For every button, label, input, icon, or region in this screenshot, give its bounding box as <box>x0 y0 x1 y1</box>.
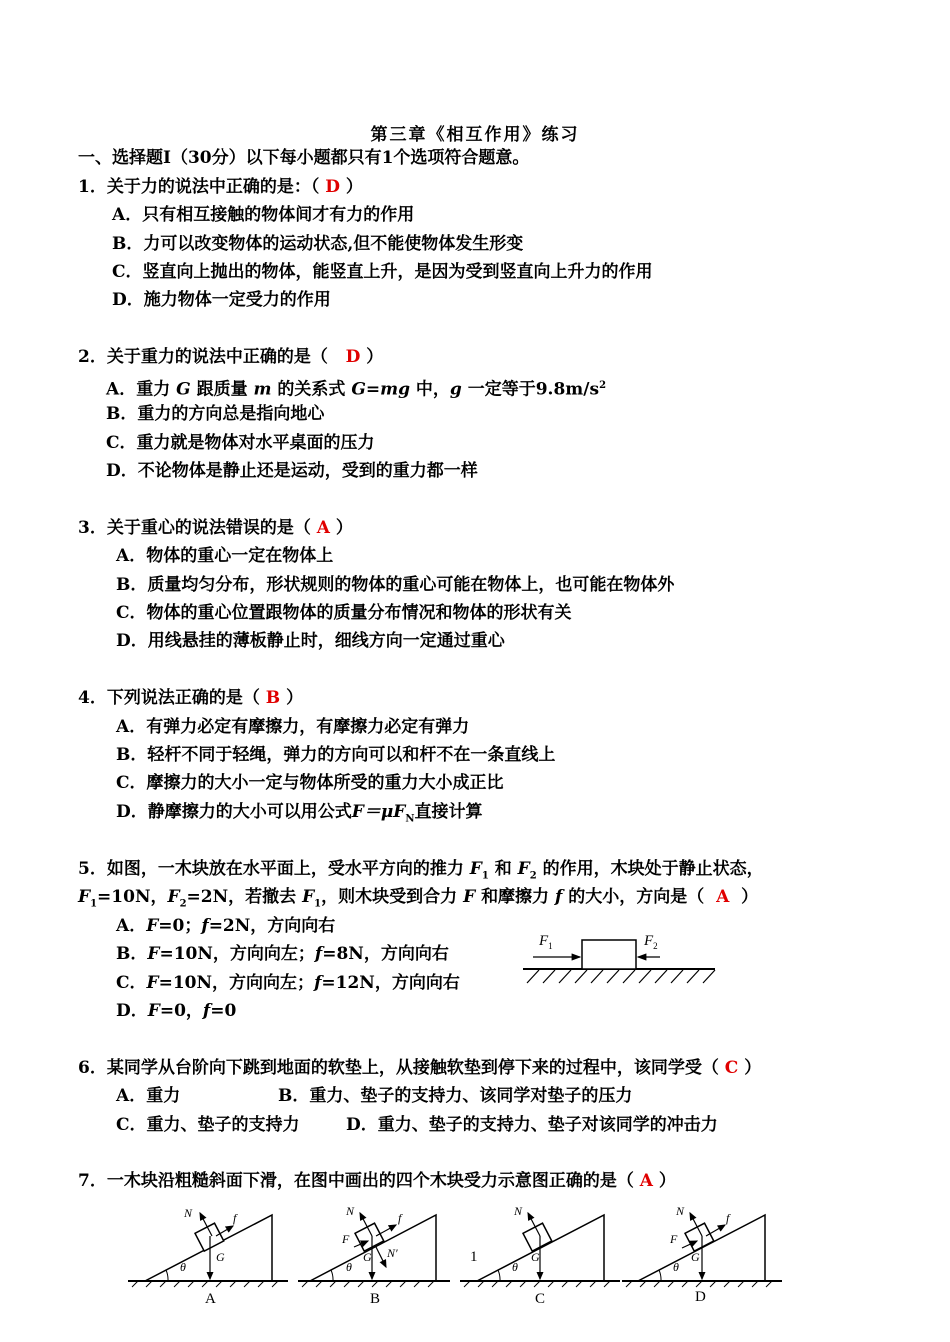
q3-option-b: B．质量均匀分布，形状规则的物体的重心可能在物体上，也可能在物体外 <box>116 575 675 595</box>
svg-text:N: N <box>676 1204 685 1218</box>
svg-text:G: G <box>691 1250 700 1264</box>
answer: A <box>316 518 330 538</box>
answer: B <box>265 688 281 708</box>
q6-option-b: B．重力、垫子的支持力、该同学对垫子的压力 <box>278 1086 633 1106</box>
svg-text:θ: θ <box>673 1260 679 1274</box>
q1-option-d: D．施力物体一定受力的作用 <box>112 290 331 310</box>
caption-a: A <box>205 1291 216 1307</box>
question-4-stem: 4．下列说法正确的是（ B ） <box>78 688 304 708</box>
q1-option-a: A．只有相互接触的物体间才有力的作用 <box>112 205 415 225</box>
question-6-stem: 6．某同学从台阶向下跳到地面的软垫上，从接触软垫到停下来的过程中，该同学受（ C ） <box>78 1058 762 1078</box>
svg-text:f: f <box>398 1211 402 1225</box>
q3-option-c: C．物体的重心位置跟物体的质量分布情况和物体的形状有关 <box>116 603 572 623</box>
q3-option-a: A．物体的重心一定在物体上 <box>116 546 334 566</box>
block <box>582 940 636 969</box>
q6-option-d: D．重力、垫子的支持力、垫子对该同学的冲击力 <box>346 1115 718 1135</box>
answer: A <box>639 1171 653 1191</box>
q6-option-c: C．重力、垫子的支持力 <box>116 1115 300 1135</box>
q6-option-a: A．重力 <box>116 1086 181 1106</box>
q1-option-c: C．竖直向上抛出的物体，能竖直上升，是因为受到竖直向上升力的作用 <box>112 262 653 282</box>
incline-diagram-d <box>622 1204 782 1305</box>
q5-option-c: C．F=10N，方向向左；f=12N，方向向右 <box>116 973 460 993</box>
caption-b: B <box>370 1291 381 1307</box>
q7-figure <box>120 1195 790 1310</box>
q2-option-d: D．不论物体是静止还是运动，受到的重力都一样 <box>106 461 478 481</box>
q1-option-b: B．力可以改变物体的运动状态,但不能使物体发生形变 <box>112 234 524 254</box>
svg-text:N: N <box>184 1206 193 1220</box>
incline-diagram-b <box>298 1204 450 1307</box>
q2-option-b: B．重力的方向总是指向地心 <box>106 404 325 424</box>
label-f1: $F_1$ <box>539 933 553 951</box>
svg-text:N: N <box>346 1204 355 1218</box>
label-f2: $F_2$ <box>644 933 658 951</box>
question-5-stem-line2: $F_1=10N$，$F_2=2N$，若撤去 $F_1$，则木块受到合力 F 和摩擦力 f 的大小，方向是（ A ） <box>78 887 759 910</box>
svg-text:θ: θ <box>512 1260 518 1274</box>
svg-text:f: f <box>726 1211 730 1225</box>
answer: C <box>724 1058 739 1078</box>
question-5-stem-line1: 5．如图，一木块放在水平面上，受水平方向的推力 $F_1$ 和 $F_2$ 的作用，木块处于静止状态， <box>78 859 764 882</box>
answer: D <box>345 347 361 367</box>
svg-text:N′: N′ <box>387 1246 398 1260</box>
question-3-stem: 3．关于重心的说法错误的是（ A ） <box>78 518 353 538</box>
svg-text:G: G <box>216 1250 225 1264</box>
q4-option-b: B．轻杆不同于轻绳，弹力的方向可以和杆不在一条直线上 <box>116 745 556 765</box>
svg-text:N: N <box>514 1204 523 1218</box>
q5-figure <box>515 925 725 990</box>
q5-option-a: A．F=0；f=2N，方向向右 <box>116 916 336 936</box>
q2-option-a: A．重力 G 跟质量 m 的关系式 G=mg 中，g 一定等于$9.8m/s^2$ <box>106 379 607 400</box>
stray-number: 1 <box>470 1249 478 1265</box>
svg-text:θ: θ <box>346 1260 352 1274</box>
caption-d: D <box>695 1289 706 1305</box>
svg-text:G: G <box>531 1250 540 1264</box>
svg-text:F: F <box>670 1232 678 1246</box>
q5-option-d: D．F=0，f=0 <box>116 1001 237 1021</box>
q4-option-d: D．静摩擦力的大小可以用公式$F=\mu F_N$直接计算 <box>116 802 483 825</box>
q2-option-c: C．重力就是物体对水平桌面的压力 <box>106 433 375 453</box>
incline-diagram-a <box>128 1206 288 1307</box>
q4-option-a: A．有弹力必定有摩擦力，有摩擦力必定有弹力 <box>116 717 470 737</box>
incline-diagram-c <box>460 1204 620 1307</box>
page-title: 第三章《相互作用》练习 <box>370 125 580 145</box>
caption-c: C <box>535 1291 546 1307</box>
answer: A <box>716 887 730 907</box>
section-heading: 一、选择题Ⅰ（30分）以下每小题都只有1个选项符合题意。 <box>78 148 530 168</box>
q4-option-c: C．摩擦力的大小一定与物体所受的重力大小成正比 <box>116 773 504 793</box>
question-2-stem: 2．关于重力的说法中正确的是（ D ） <box>78 347 384 367</box>
svg-text:f: f <box>233 1211 237 1225</box>
answer: D <box>325 177 340 197</box>
svg-text:F: F <box>342 1232 350 1246</box>
svg-text:G: G <box>363 1250 372 1264</box>
svg-text:θ: θ <box>180 1260 186 1274</box>
question-1-stem: 1．关于力的说法中正确的是：（ D ） <box>78 177 363 197</box>
q5-option-b: B．F=10N，方向向左；f=8N，方向向右 <box>116 944 449 964</box>
question-7-stem: 7．一木块沿粗糙斜面下滑，在图中画出的四个木块受力示意图正确的是（ A ） <box>78 1171 676 1191</box>
q3-option-d: D．用线悬挂的薄板静止时，细线方向一定通过重心 <box>116 631 505 651</box>
